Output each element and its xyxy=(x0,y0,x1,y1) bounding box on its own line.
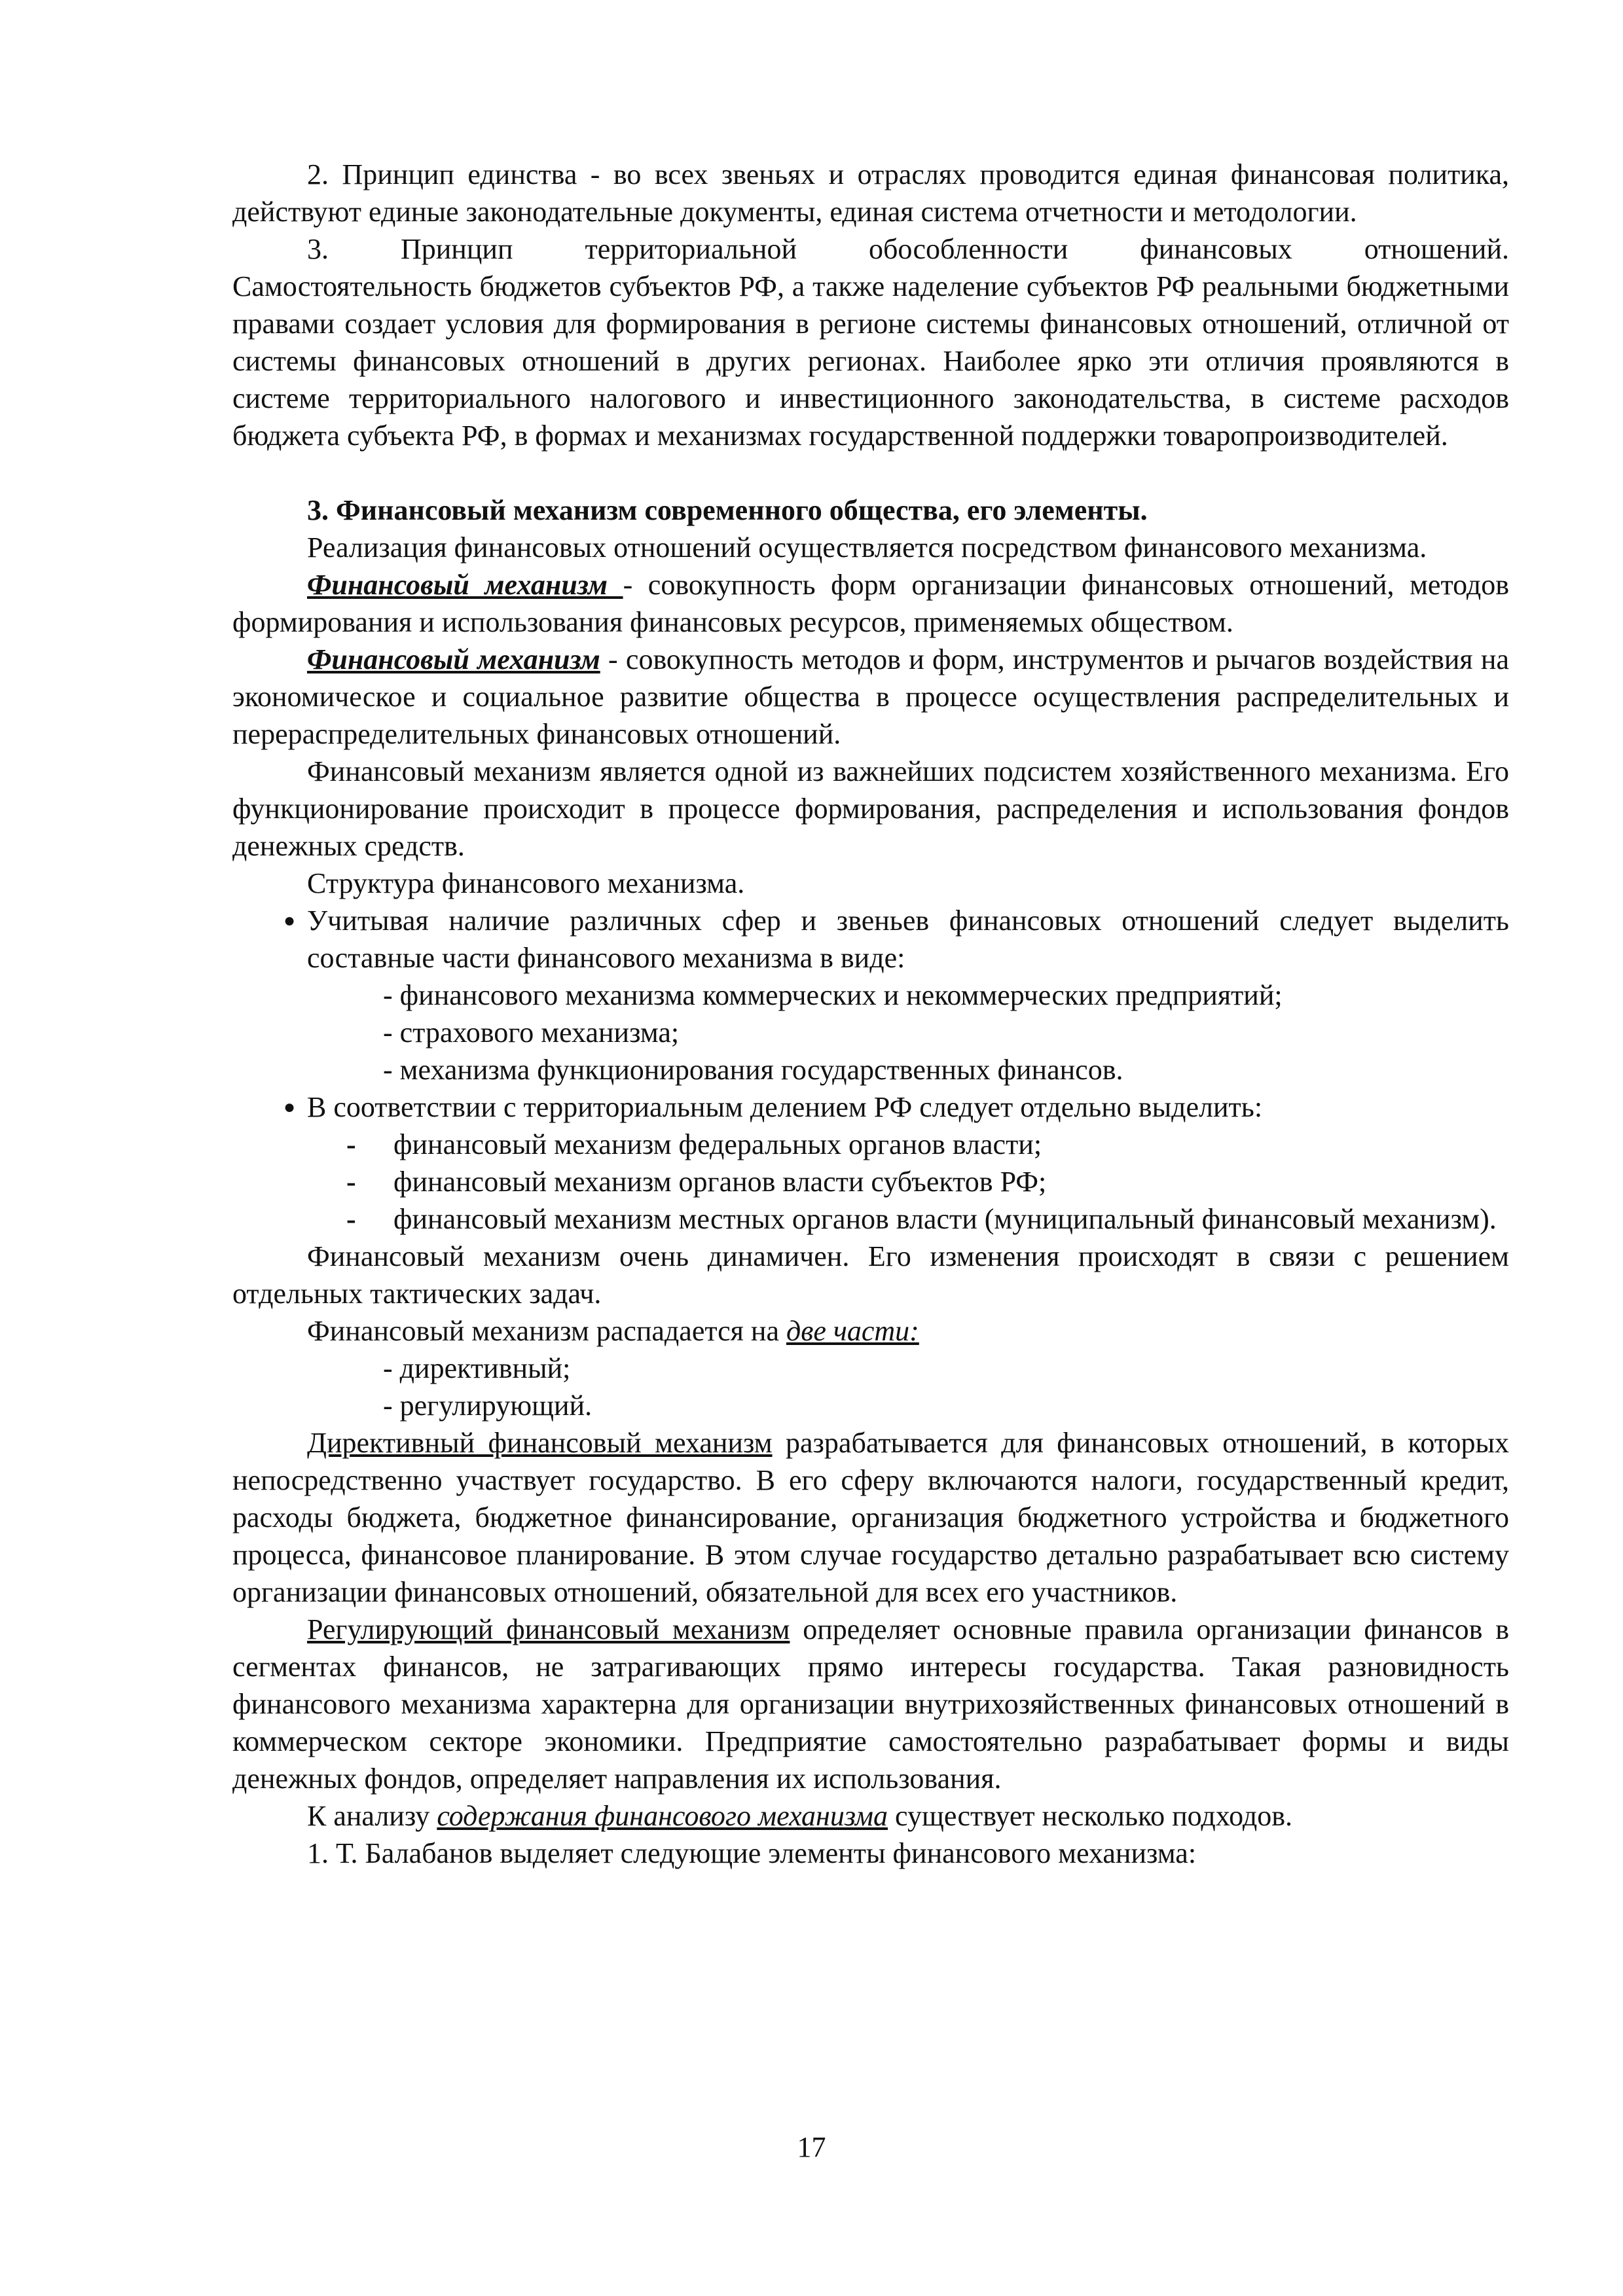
bullet-item-territorial xyxy=(272,1088,1509,1126)
paragraph-structure: Структура финансового механизма. xyxy=(307,867,745,899)
paragraph-realization: Реализация финансовых отношений осуществляется посредством финансового механизма. xyxy=(307,531,1427,564)
list-item-text: финансовый механизм федеральных органов власти; xyxy=(393,1128,1042,1160)
list-item xyxy=(346,1200,1509,1238)
directive-term: Директивный финансовый механизм xyxy=(307,1427,773,1459)
bullet-item-spheres xyxy=(272,902,1509,977)
definition-2-term: Финансовый механизм xyxy=(307,643,600,675)
definition-1-term: Финансовый механизм xyxy=(307,569,623,601)
list-item: - регулирующий. xyxy=(383,1390,593,1422)
paragraph-regulating xyxy=(232,1611,1509,1797)
approaches-term: содержания финансового механизма xyxy=(437,1800,888,1832)
page-number: 17 xyxy=(797,2131,826,2163)
paragraph-balabanov: 1. Т. Балабанов выделяет следующие элементы финансового механизма: xyxy=(307,1837,1197,1869)
bullet-list xyxy=(232,1088,1509,1126)
list-item: - механизма функционирования государственных финансов. xyxy=(383,1054,1123,1086)
regulating-term: Регулирующий финансовый механизм xyxy=(307,1613,790,1645)
section-heading: 3. Финансовый механизм современного общества, его элементы. xyxy=(307,494,1148,526)
paragraph-definition-1 xyxy=(232,566,1509,641)
list-item-text: финансовый механизм органов власти субъектов РФ; xyxy=(393,1166,1047,1198)
list-item xyxy=(346,1163,1509,1200)
paragraph-definition-2 xyxy=(232,641,1509,753)
paragraph-approaches xyxy=(232,1797,1509,1835)
list-item: - финансового механизма коммерческих и некоммерческих предприятий; xyxy=(383,979,1283,1011)
paragraph-dynamic: Финансовый механизм очень динамичен. Его изменения происходят в связи с решением отдельных тактических задач. xyxy=(232,1240,1509,1310)
territorial-sub-list xyxy=(232,1126,1509,1238)
paragraph-two-parts xyxy=(232,1312,1509,1350)
bullet-icon: ● xyxy=(283,910,296,931)
list-item xyxy=(346,1126,1509,1163)
spacer xyxy=(232,454,1509,492)
dash-marker: - xyxy=(346,1166,356,1198)
paragraph-territorial-principle-title: 3. Принцип территориальной обособленности финансовых отношений. xyxy=(307,233,1509,265)
dash-marker: - xyxy=(346,1203,356,1235)
regulating-text: определяет основные правила организации финансов в сегментах финансов, не затрагивающих прямо интересы государства. Такая разновидность финансового механизма характерна для организации внутрихозяйственных финансовых отношений в коммерческом секторе экономики. Предприятие самостоятельно разрабатывает формы и виды денежных фондов, определяет направления их использования. xyxy=(232,1613,1509,1795)
bullet-text: Учитывая наличие различных сфер и звеньев финансовых отношений следует выделить составные части финансового механизма в виде: xyxy=(307,905,1509,974)
document-page xyxy=(232,156,1509,1872)
two-parts-term: две части: xyxy=(786,1315,919,1347)
paragraph-subsystem: Финансовый механизм является одной из важнейших подсистем хозяйственного механизма. Его функционирование происходит в процессе формирования, распределения и использования фондов денежных средств. xyxy=(232,755,1509,862)
bullet-icon: ● xyxy=(283,1096,296,1118)
list-item: - страхового механизма; xyxy=(383,1016,680,1049)
directive-text: разрабатывается для финансовых отношений, в которых непосредственно участвует государство. В его сферу включаются налоги, государственный кредит, расходы бюджета, бюджетное финансирование, организация бюджетного устройства и бюджетного процесса, финансовое планирование. В этом случае государство детально разрабатывает всю систему организации финансовых отношений, обязательной для всех его участников. xyxy=(232,1427,1510,1608)
definition-2-text: - совокупность методов и форм, инструментов и рычагов воздействия на экономическое и социальное развитие общества в процессе осуществления распределительных и перераспределительных финансовых отношений. xyxy=(232,643,1509,750)
paragraph-territorial-principle-body: Самостоятельность бюджетов субъектов РФ, а также наделение субъектов РФ реальными бюджетными правами создает условия для формирования в регионе системы финансовых отношений, отличной от системы финансовых отношений в других регионах. Наиболее ярко эти отличия проявляются в системе территориального налогового и инвестиционного законодательства, в системе расходов бюджета субъекта РФ, в формах и механизмах государственной поддержки товаропроизводителей. xyxy=(232,270,1509,452)
bullet-list xyxy=(232,902,1509,977)
paragraph-directive xyxy=(232,1424,1509,1611)
list-item-text: финансовый механизм местных органов власти (муниципальный финансовый механизм). xyxy=(393,1203,1497,1235)
approaches-lead: К анализу xyxy=(307,1800,437,1832)
definition-1-text: - совокупность форм организации финансовых отношений, методов формирования и использования финансовых ресурсов, применяемых обществом. xyxy=(232,569,1509,638)
dash-marker: - xyxy=(346,1128,356,1160)
two-parts-lead: Финансовый механизм распадается на xyxy=(307,1315,786,1347)
approaches-text: существует несколько подходов. xyxy=(888,1800,1292,1832)
paragraph-unity-principle: 2. Принцип единства - во всех звеньях и отраслях проводится единая финансовая политика, действуют единые законодательные документы, единая система отчетности и методологии. xyxy=(232,158,1509,228)
bullet-text: В соответствии с территориальным делением РФ следует отдельно выделить: xyxy=(307,1091,1263,1123)
list-item: - директивный; xyxy=(383,1352,571,1384)
